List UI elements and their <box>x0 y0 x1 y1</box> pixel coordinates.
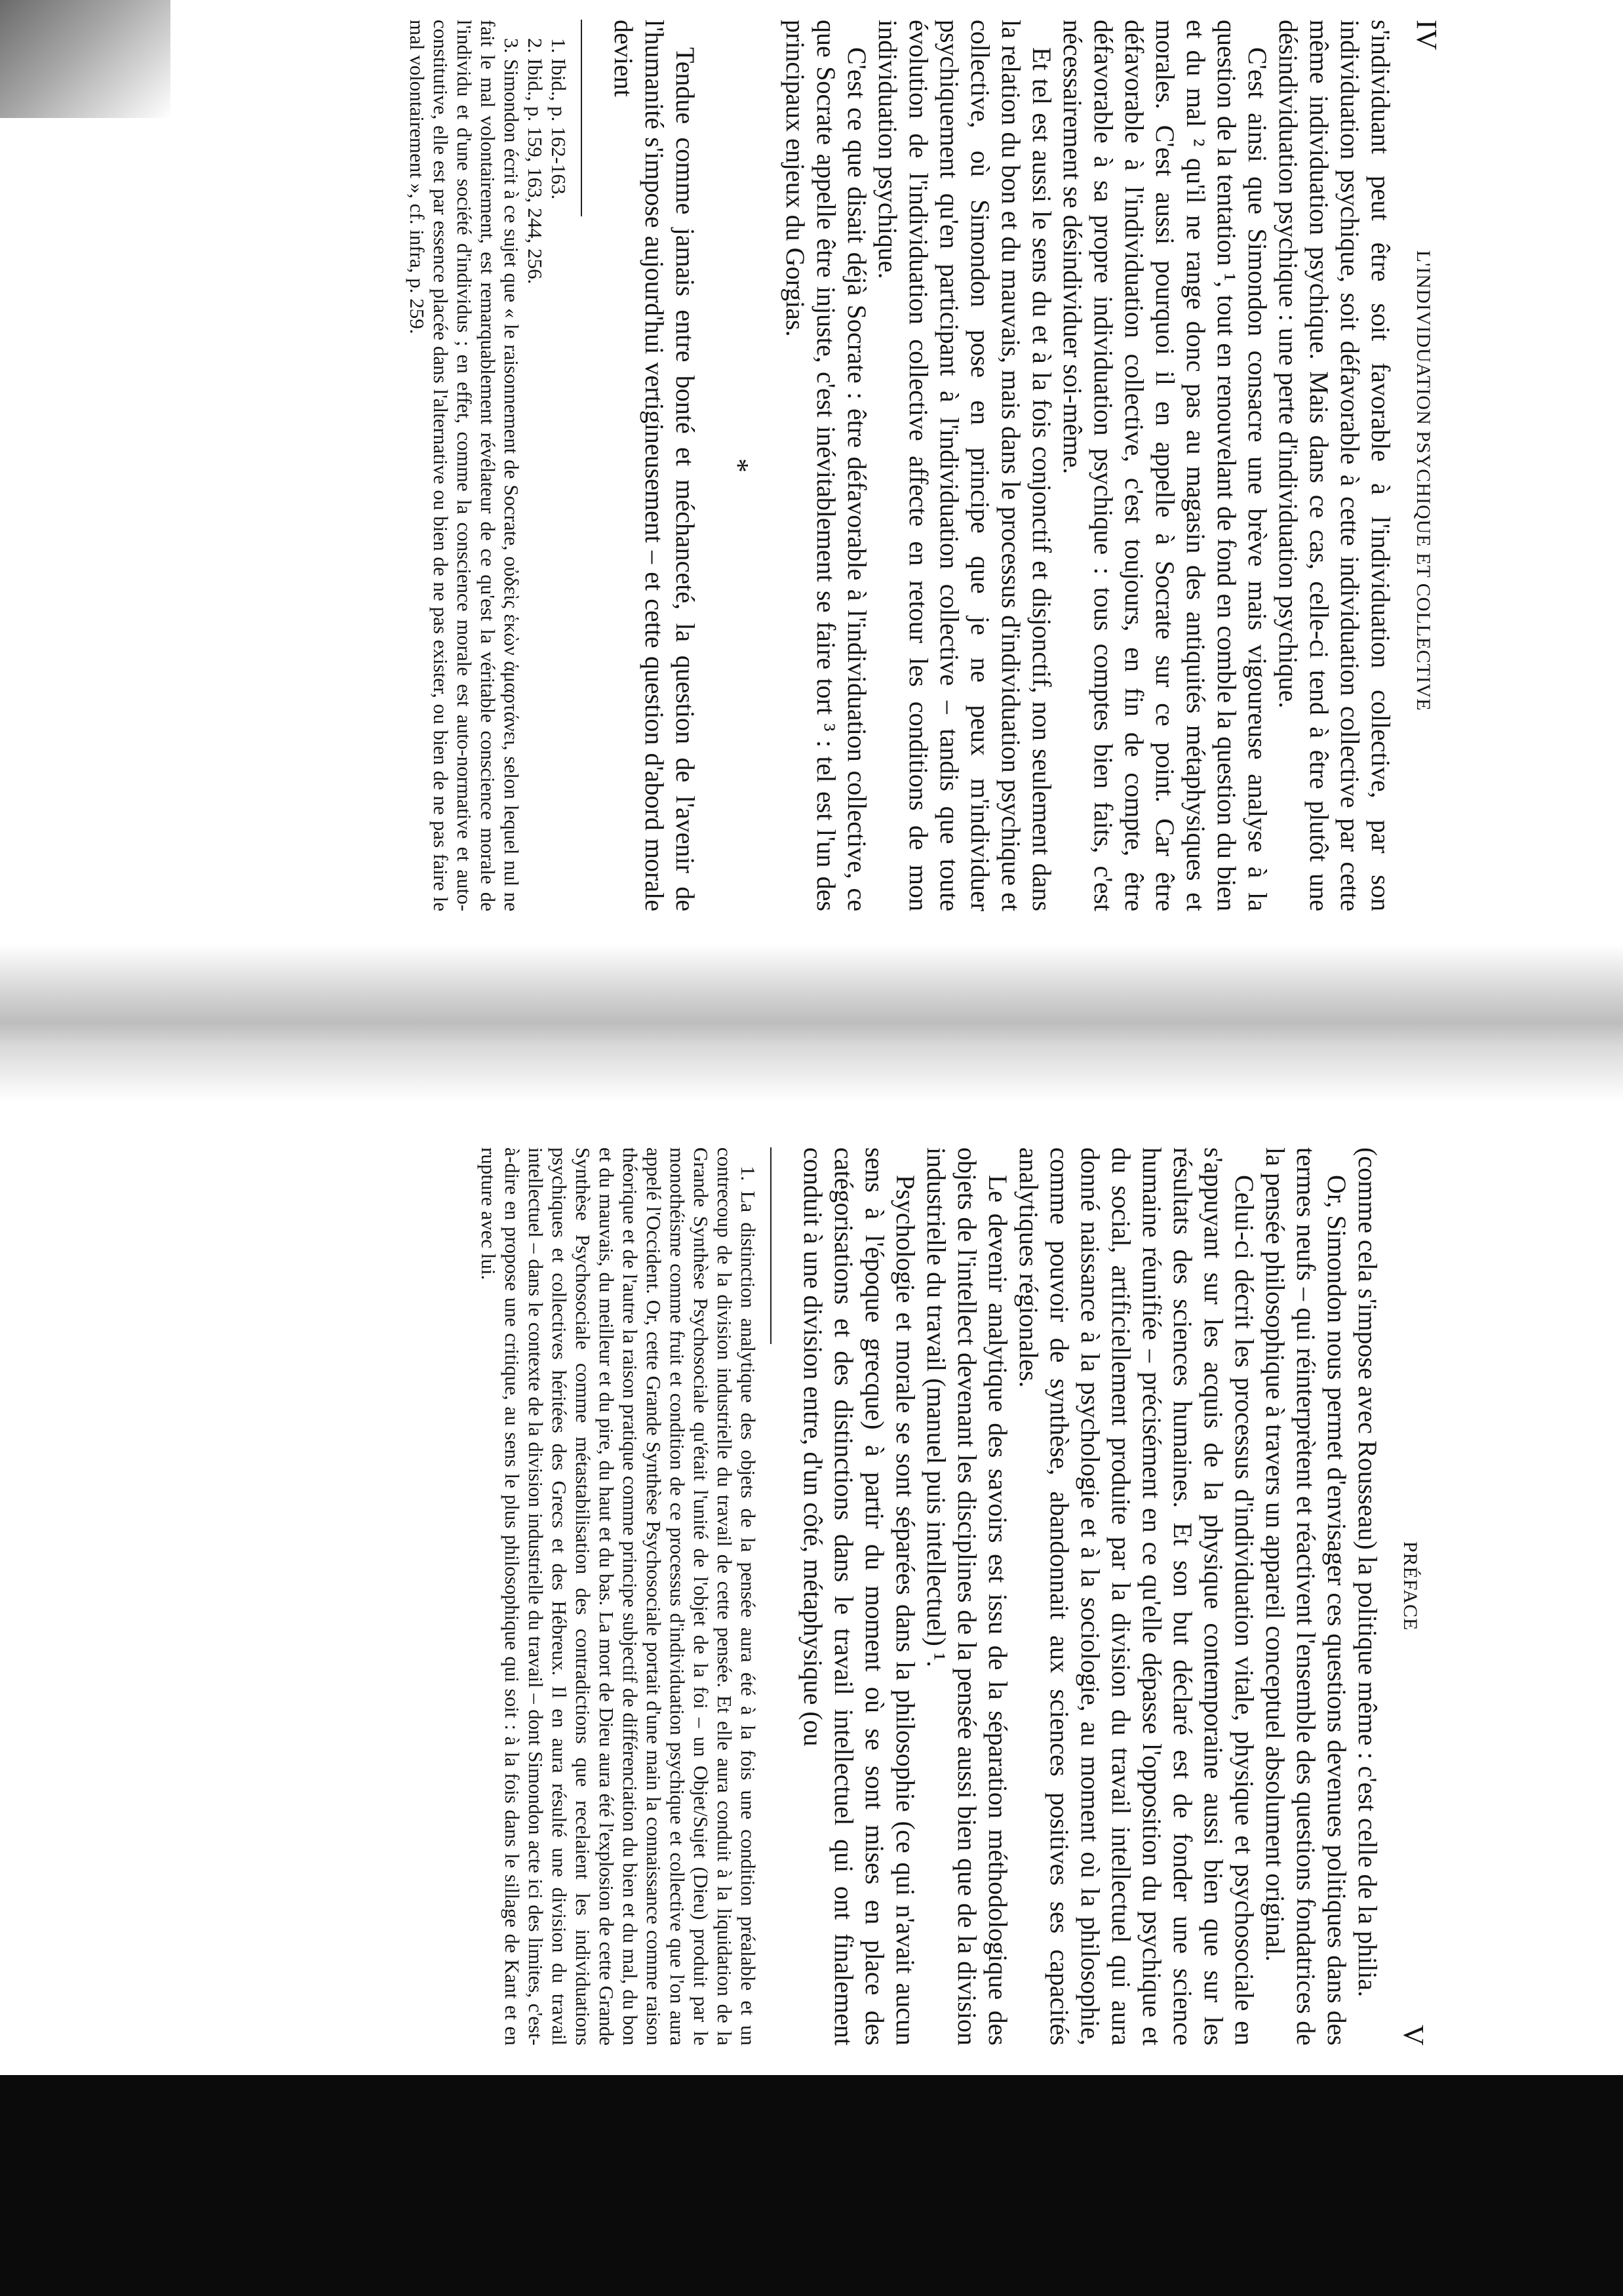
running-head-right <box>1390 1147 1429 2046</box>
folio-left: IV <box>1411 20 1443 50</box>
paragraph: (comme cela s'impose avec Rousseau) la politique même : c'est celle de la philia. <box>1353 1147 1382 1998</box>
paragraph: Et tel est aussi le sens du et à la fois conjonctif et disjonctif, non seulement dans la relation du bon et du mauvais, mais dans le processus d'individuation psychique et collective, où Simondon pose en principe que je ne peux m'individuer psychiquement qu'en participant à l'individuation collective – tandis que toute évolution de l'individuation collective affecte en retour les conditions de mon individuation psychique. <box>873 20 1057 911</box>
footnote: 3. Simondon écrit à ce sujet que « le raisonnement de Socrate, οὐδεὶς ἑκὼν ἁμαρτάνει, selon lequel nul ne fait le mal volontairement, est remarquablement révélateur de ce qu'est la véritable conscience morale de l'individu et d'une société d'individus ; en effet, comme la conscience morale est auto-normative et auto-constitutive, elle est par essence placée dans l'alternative ou bien de ne pas exister, ou bien de ne pas faire le mal volontairement », cf. infra, p. 259. <box>406 20 523 911</box>
scanner-bed-edge <box>0 2075 1623 2296</box>
running-head-title-left: L'INDIVIDUATION PSYCHIQUE ET COLLECTIVE <box>1413 250 1434 711</box>
paragraph: Psychologie et morale se sont séparées dans la philosophie (ce qui n'avait aucun sens à l'époque grecque) à partir du moment où se sont mises en place des catégorisations et des distinctions dans le travail intellectuel qui ont finalement conduit à une division entre, d'un côté, métaphysique (ou <box>798 1147 920 2046</box>
paragraph: Celui-ci décrit les processus d'individuation vitale, physique et psychosociale en s'appuyant sur les acquis de la physique contemporaine aussi bien que sur les résultats des sciences humaines. Et son but déclaré est de fonder une science humaine réunifiée – précisément en ce qu'elle dépasse l'opposition du psychique et du social, artificiellement produite par la division du travail intellectuel qui aura donné naissance à la psychologie et à la sociologie, au moment où la philosophie, comme pouvoir de synthèse, abandonnait aux sciences positives ses capacités analytiques régionales. <box>1014 1147 1259 2046</box>
footnote-rule <box>581 20 582 216</box>
running-head-title-right: PRÉFACE <box>1399 1541 1421 1631</box>
page-v <box>92 1147 1429 2046</box>
paragraph: Or, Simondon nous permet d'envisager ces questions devenues politiques dans des termes neufs – qui réinterprètent et réactivent l'ensemble des questions fondatrices de la pensée philosophique à travers un appareil conceptuel absolument original. <box>1261 1147 1352 2046</box>
folio-right: V <box>1398 2025 1430 2046</box>
paragraph: C'est ainsi que Simondon consacre une brève mais vigoureuse analyse à la question de la tentation ¹, tout en renouvelant de fond en comble la question du bien et du mal ² qu'il ne range donc pas au magasin des antiquités métaphysiques et morales. C'est aussi pourquoi il en appelle à Socrate sur ce point. Car être défavorable à l'individuation collective, c'est toujours, en fin de compte, être défavorable à sa propre individuation psychique : tous comptes bien faits, c'est nécessairement se désindividuer soi-même. <box>1058 20 1272 911</box>
paragraph: Le devenir analytique des savoirs est issu de la séparation méthodologique des objets de l'intellect devenant les disciplines de la pensée aussi bien que de la division industrielle du travail (manuel puis intellectuel) ¹. <box>922 1147 1013 2046</box>
footnote: 2. Ibid., p. 159, 163, 244, 256. <box>524 38 547 285</box>
paragraph: C'est ce que disait déjà Socrate : être défavorable à l'individuation collective, ce que Socrate appelle être injuste, c'est inévitablement se faire tort ³ : tel est l'un des principaux enjeux du Gorgias. <box>781 20 872 911</box>
scan-corner-shadow <box>0 0 170 118</box>
footnotes-right <box>477 1147 760 2046</box>
body-text-right <box>798 1147 1383 2046</box>
body-text-left <box>608 20 1396 911</box>
section-break-asterism: * <box>722 458 754 473</box>
running-head-left <box>1403 20 1442 911</box>
footnote: 1. Ibid., p. 162-163. <box>547 38 570 200</box>
footnote-rule <box>770 1147 772 1344</box>
footnotes-left <box>405 20 570 911</box>
footnote: 1. La distinction analytique des objets de la pensée aura été à la fois une condition préalable et un contrecoup de la division industrielle du travail de cette pensée. Et elle aura conduit à la liquidation de la Grande Synthèse Psychosociale qu'était l'unité de l'objet de la foi – un Objet/Sujet (Dieu) produit par le monothéisme comme fruit et condition de ce processus d'individuation psychique et collective que l'on aura appelé l'Occident. Or, cette Grande Synthèse Psychosociale portait d'une main la connaissance comme raison théorique et de l'autre la raison pratique comme principe subjectif de différenciation du bien et du mal, du bon et du mauvais, du meilleur et du pire, du haut et du bas. La mort de Dieu aura été l'explosion de cette Grande Synthèse Psychosociale comme métastabilisation des contradictions que recelaient les individuations psychiques et collectives héritées des Grecs et des Hébreux. Il en aura résulté une division du travail intellectuel – dans le contexte de la division industrielle du travail – dont Simondon acte ici des limites, c'est-à-dire en propose une critique, au sens le plus philosophique qui soit : à la fois dans le sillage de Kant et en rupture avec lui. <box>477 1147 760 2046</box>
page-iv <box>157 20 1442 911</box>
paragraph: Tendue comme jamais entre bonté et méchanceté, la question de l'avenir de l'humanité s'impose aujourd'hui vertigineusement – et cette question d'abord morale devient <box>609 20 700 911</box>
book-gutter-shadow <box>0 944 1623 1101</box>
paragraph: s'individuant peut être soit favorable à l'individuation collective, par son individuation psychique, soit défavorable à cette individuation collective par cette même individuation psychique. Mais dans ce cas, celle-ci tend à être plutôt une désindividuation psychique : une perte d'individuation psychique. <box>1274 20 1396 911</box>
